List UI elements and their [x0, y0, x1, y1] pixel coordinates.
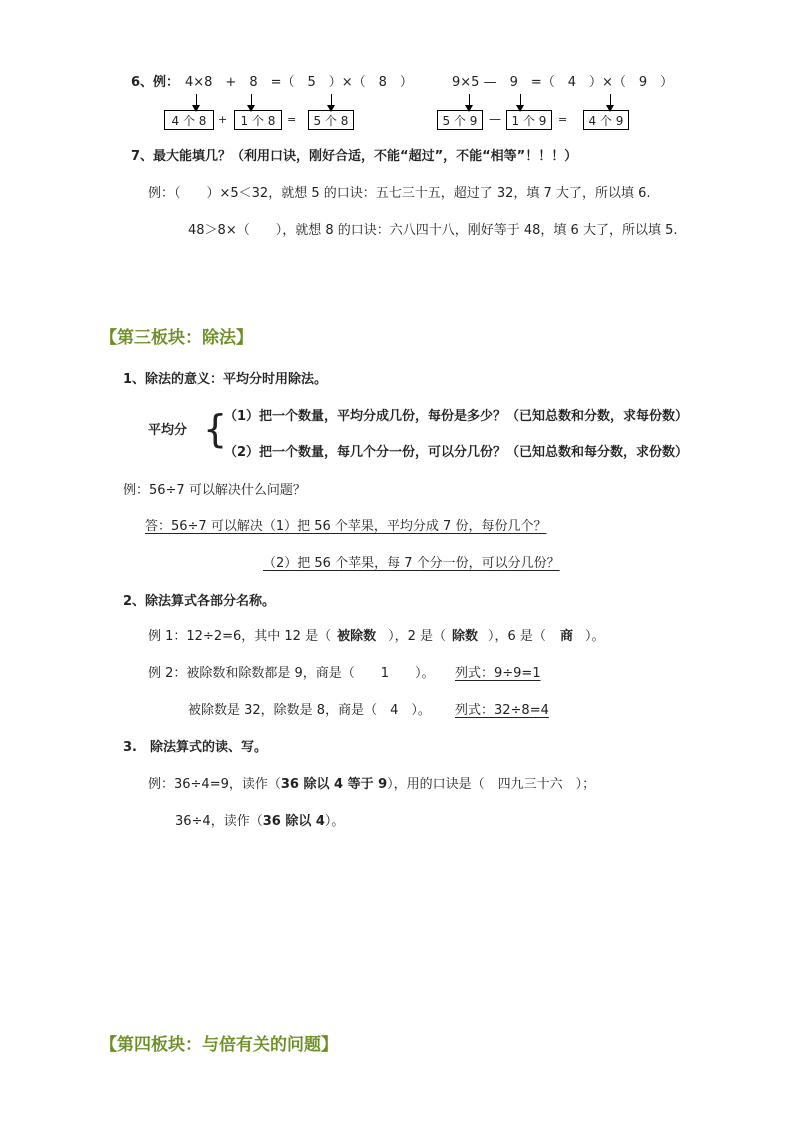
answer-divisor: 除数: [452, 629, 479, 644]
answer-dividend: 被除数: [337, 629, 377, 644]
item6-box: 5 个 9: [437, 110, 483, 130]
item6-box: 1 个 9: [506, 110, 552, 130]
parts-example-1: [148, 629, 604, 645]
parts-example-3: 被除数是 32，除数是 8，商是（ 4 ）。: [188, 703, 431, 718]
brace-item-1: （1）把一个数量，平均分成几份，每份是多少？（已知总数和分数，求每份数）: [224, 409, 689, 424]
item6-op: =: [558, 113, 568, 126]
division-read-write-title: 3. 除法算式的读、写。: [123, 740, 267, 755]
item6-box: 4 个 8: [164, 110, 214, 130]
brace-item-2: （2）把一个数量，每几个分一份，可以分几份？（已知总数和每分数，求份数）: [224, 445, 689, 460]
text: ）。: [324, 814, 345, 829]
reading-answer: 36 除以 4: [262, 814, 325, 829]
answer-line-1: 答：56÷7 可以解决（1）把 56 个苹果，平均分成 7 份，每份几个？: [145, 519, 547, 534]
item6-label: 6、例：: [131, 75, 180, 90]
item7-example-1: 例：（ ）×5＜32，就想 5 的口诀：五七三十五，超过了 32，填 7 大了，所以填 6.: [148, 186, 651, 201]
answer-line-2: （2）把 56 个苹果，每 7 个分一份，可以分几份？: [263, 556, 560, 571]
parts-example-3-formula: 列式：32÷8=4: [455, 703, 549, 718]
reading-answer: 36 除以 4 等于 9: [280, 777, 388, 792]
read-example-2: [175, 814, 344, 830]
text: ），6 是（: [488, 629, 546, 644]
item6-equation-1: 4×8 + 8 =（ 5 ）×（ 8 ）: [185, 75, 413, 90]
item6-op: —: [489, 112, 501, 126]
item6-box: 4 个 9: [583, 110, 629, 130]
brace-label: 平均分: [148, 423, 188, 438]
item6-op: =: [287, 113, 297, 126]
parts-example-2: 例 2：被除数和除数都是 9，商是（ 1 ）。: [148, 666, 435, 681]
text: 36÷4，读作（: [175, 814, 263, 829]
text: ）。: [584, 629, 605, 644]
section-title-division: 【第三板块：除法】: [100, 328, 253, 348]
answer-quotient: 商: [559, 629, 573, 644]
item6-op: +: [218, 113, 228, 126]
text: 例：36÷4=9，读作（: [148, 777, 281, 792]
text: 例 1：12÷2=6，其中 12 是（: [148, 629, 332, 644]
item6-box: 1 个 8: [234, 110, 282, 130]
section-title-multiple-problems: 【第四板块：与倍有关的问题】: [100, 1035, 338, 1055]
item6-equation-2: 9×5 — 9 =（ 4 ）×（ 9 ）: [452, 75, 674, 90]
item7-example-2: 48＞8×（ ），就想 8 的口诀：六八四十八，刚好等于 48，填 6 大了，所以填 5.: [188, 223, 678, 238]
division-parts-title: 2、除法算式各部分名称。: [123, 594, 276, 609]
item6-box: 5 个 8: [308, 110, 354, 130]
division-meaning-title: 1、除法的意义：平均分时用除法。: [123, 372, 328, 387]
example-question: 例：56÷7 可以解决什么问题？: [123, 483, 306, 498]
text: ），用的口诀是（ 四九三十六 ）；: [387, 777, 596, 792]
brace-icon: {: [203, 407, 228, 451]
read-example-1: [148, 777, 595, 793]
text: ），2 是（: [388, 629, 447, 644]
parts-example-2-formula: 列式：9÷9=1: [455, 666, 541, 681]
item7-title: 7、最大能填几？（利用口诀，刚好合适，不能“超过”，不能“相等”！！！）: [131, 149, 578, 164]
